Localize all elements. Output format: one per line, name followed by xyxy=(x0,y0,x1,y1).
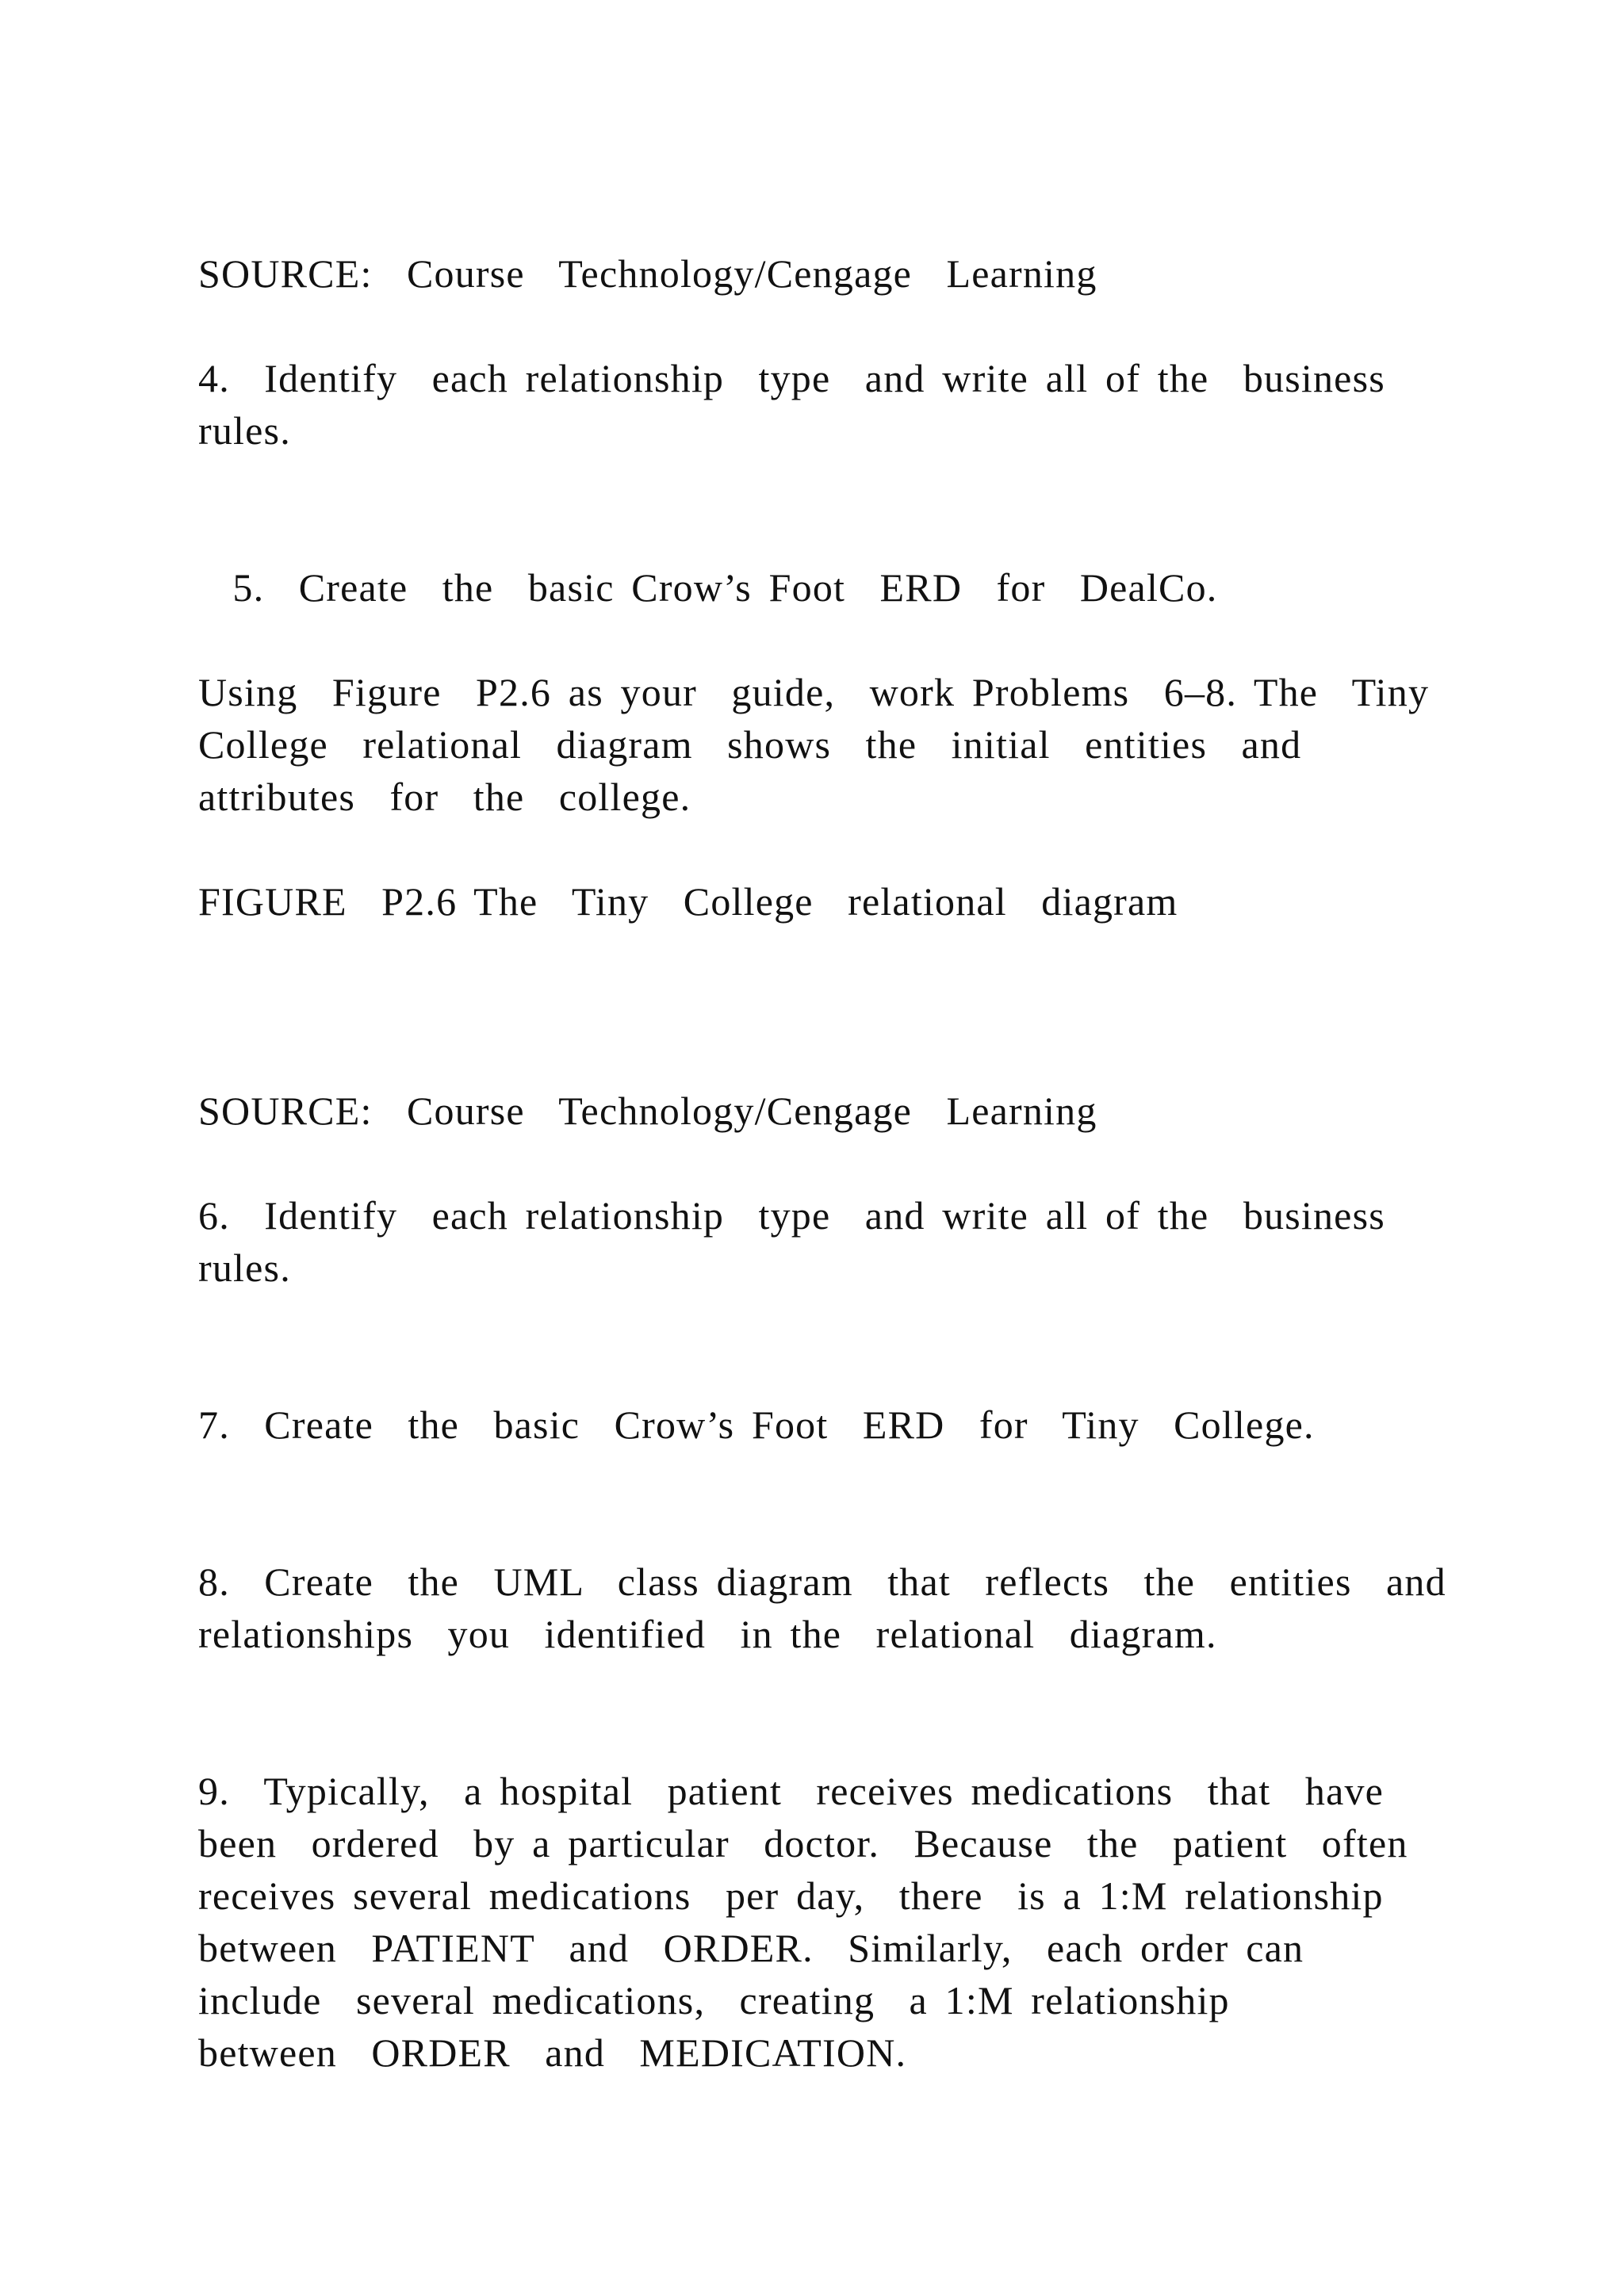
intro-paragraph-line-3: attributes for the college. xyxy=(198,775,691,819)
question-6-line-2: rules. xyxy=(198,1246,291,1290)
question-7-line-1: 7. Create the basic Crow’s Foot ERD for Tiny College. xyxy=(198,1402,1315,1447)
source-credit: SOURCE: Course Technology/Cengage Learning xyxy=(198,1089,1097,1133)
question-9-line-3: receives several medications per day, there is a 1:M relationship xyxy=(198,1873,1384,1918)
question-4-line-2: rules. xyxy=(198,408,291,453)
figure-caption: FIGURE P2.6 The Tiny College relational diagram xyxy=(198,879,1178,924)
question-8-line-1: 8. Create the UML class diagram that reflects the entities and xyxy=(198,1559,1446,1604)
source-credit: SOURCE: Course Technology/Cengage Learning xyxy=(198,251,1097,296)
question-9-line-1: 9. Typically, a hospital patient receives medications that have xyxy=(198,1769,1385,1813)
question-5-line-1: 5. Create the basic Crow’s Foot ERD for DealCo. xyxy=(198,565,1218,610)
intro-paragraph-line-1: Using Figure P2.6 as your guide, work Problems 6–8. The Tiny xyxy=(198,670,1430,714)
question-9-line-4: between PATIENT and ORDER. Similarly, each order can xyxy=(198,1926,1304,1970)
question-9-line-5: include several medications, creating a 1:M relationship xyxy=(198,1978,1230,2022)
question-6-line-1: 6. Identify each relationship type and write all of the business xyxy=(198,1193,1385,1238)
question-9-line-6: between ORDER and MEDICATION. xyxy=(198,2030,907,2075)
question-4-line-1: 4. Identify each relationship type and write all of the business xyxy=(198,356,1385,400)
intro-paragraph-line-2: College relational diagram shows the initial entities and xyxy=(198,722,1302,767)
question-9-line-2: been ordered by a particular doctor. Because the patient often xyxy=(198,1821,1408,1866)
question-8-line-2: relationships you identified in the relational diagram. xyxy=(198,1612,1217,1656)
